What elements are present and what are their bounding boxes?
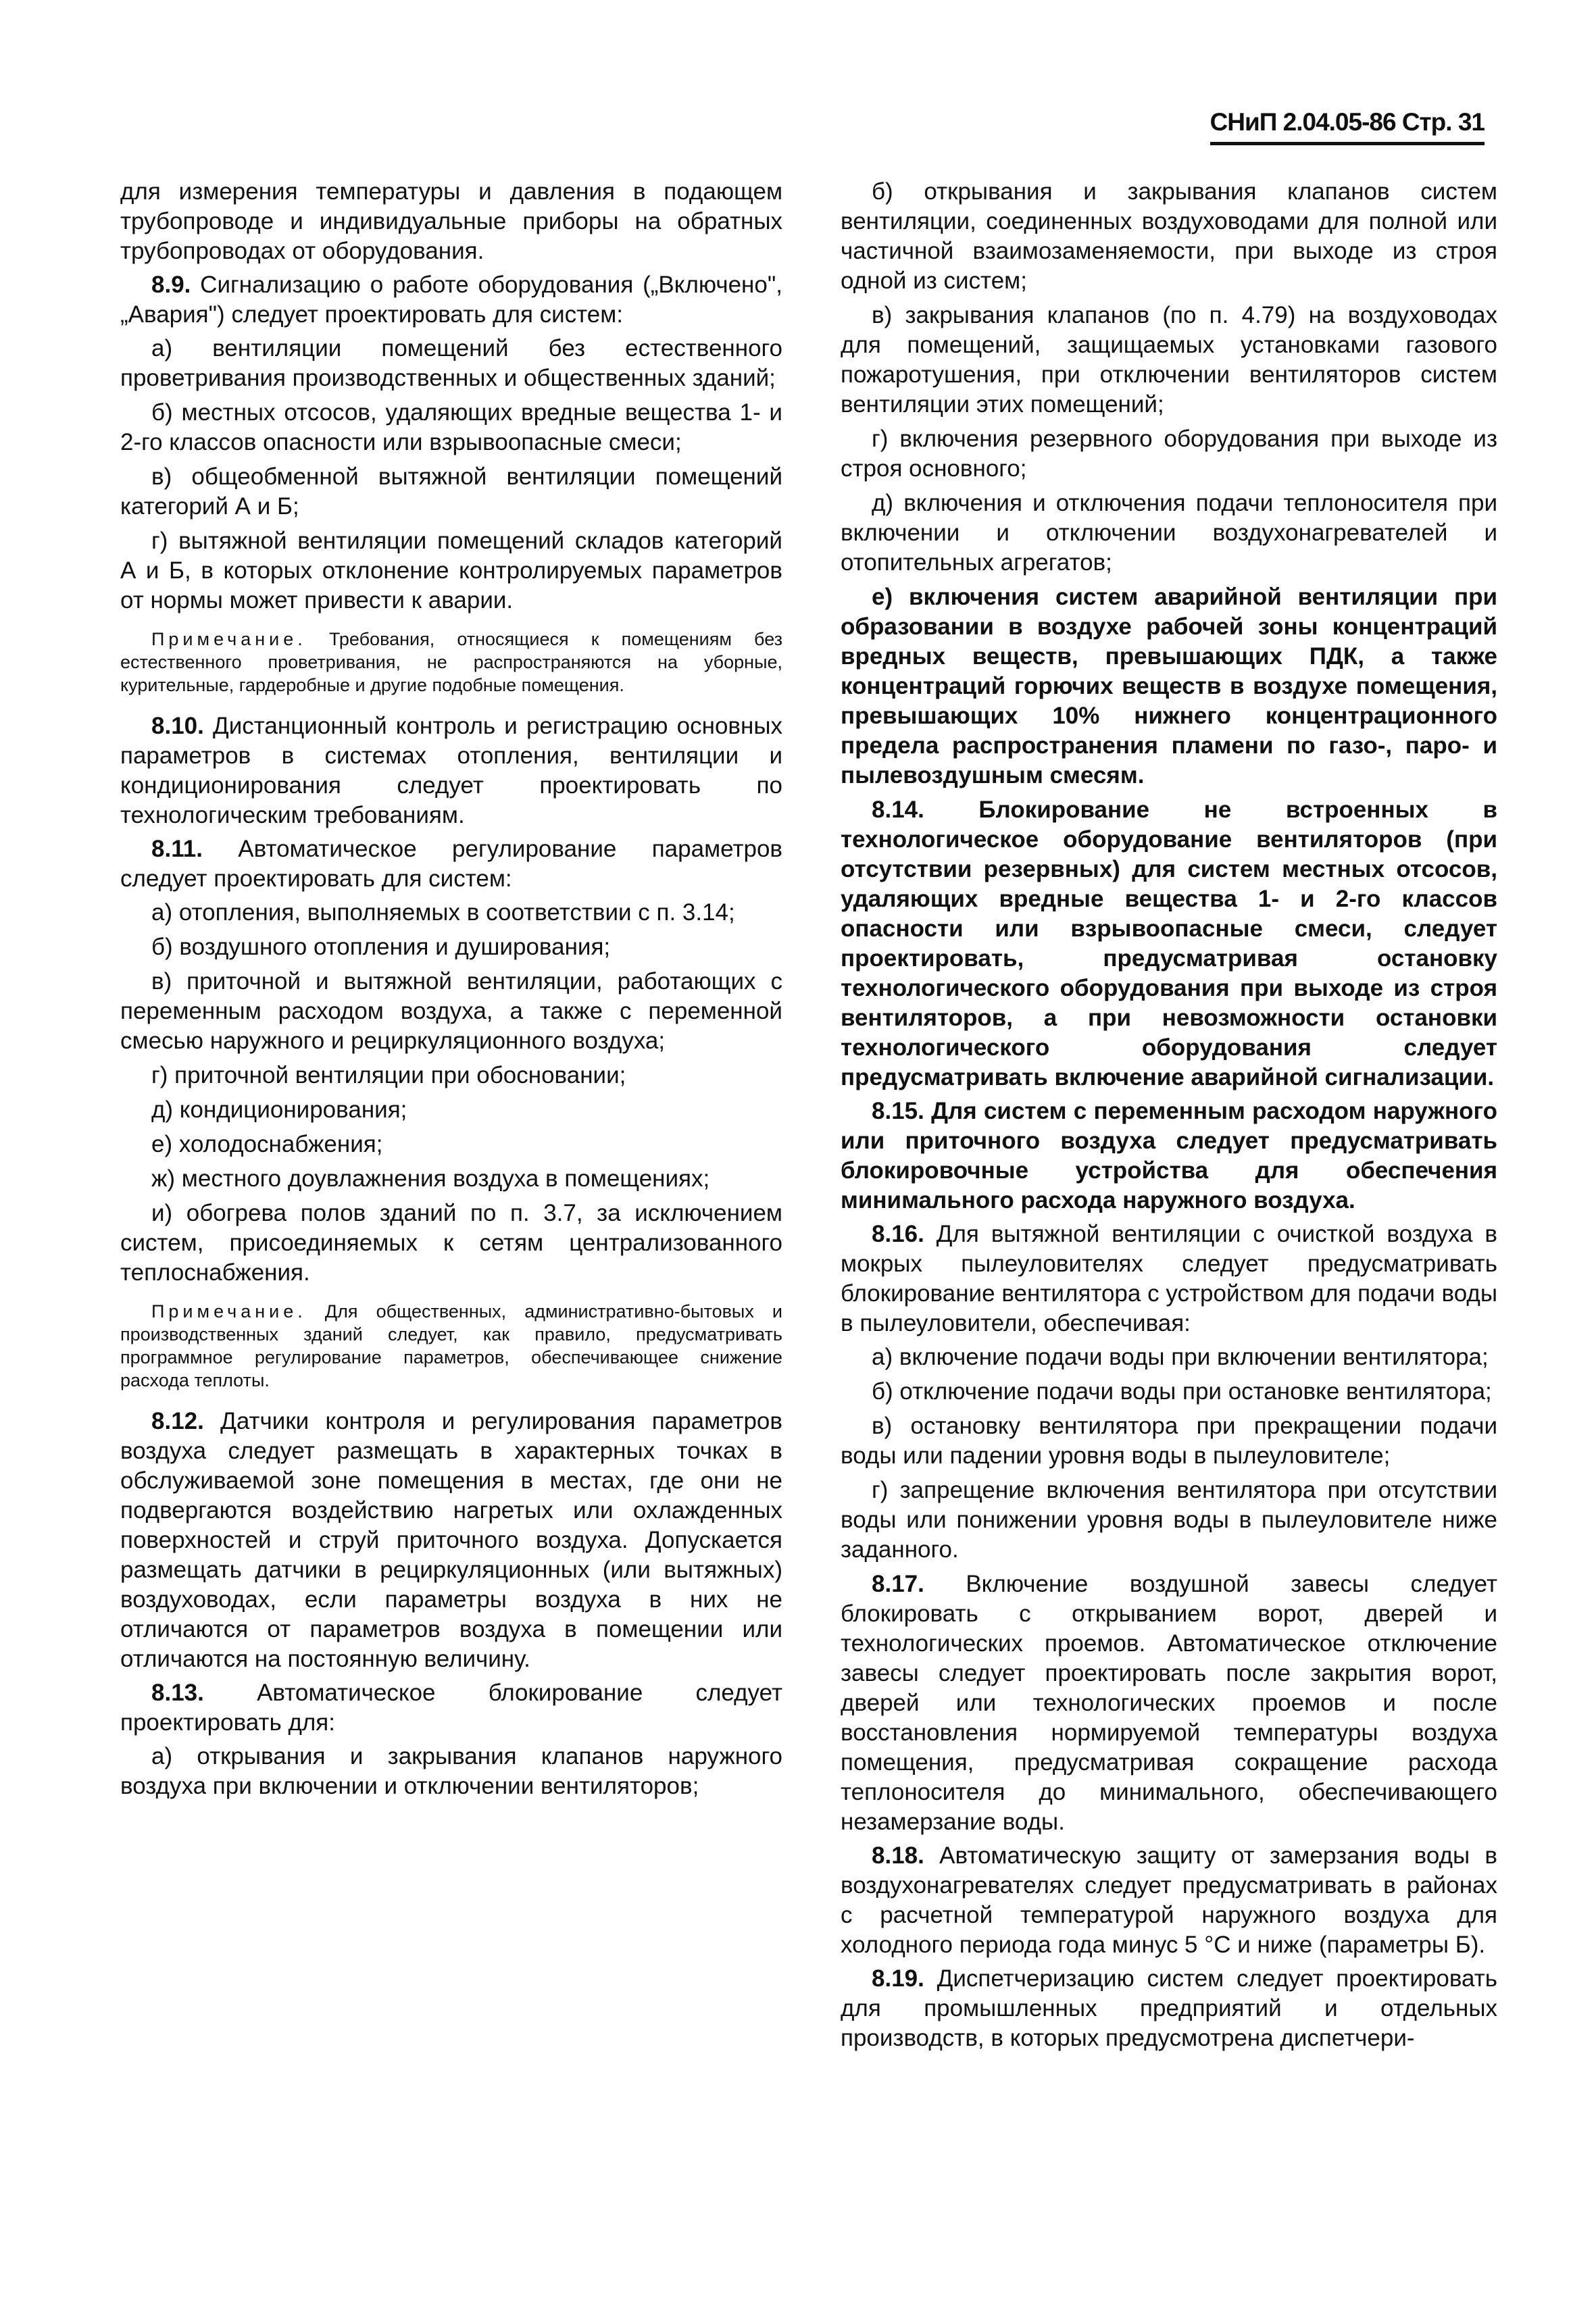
list-item: е) холодоснабжения; xyxy=(151,1131,383,1157)
note-text: Для общественных, административно-бытовых и производственных зданий следует, как правило, предусматривать программное регулирование параметров, обеспечивающее снижение расхода теплоты. xyxy=(120,1301,782,1390)
clause-8-16 xyxy=(841,1219,1497,1338)
clause-number: 8.13. xyxy=(151,1680,204,1706)
clause-number: 8.9. xyxy=(151,272,191,298)
list-item: а) отопления, выполняемых в соответствии с п. 3.14; xyxy=(151,899,735,926)
clause-text: Автоматическую защиту от замерзания воды в воздухонагревателях следует предусматривать в районах с расчетной температурой наружного воздуха для холодного периода года минус 5 °С и ниже (параметры Б). xyxy=(841,1842,1497,1958)
clause-number: 8.11. xyxy=(151,836,203,862)
list-item: и) обогрева полов зданий по п. 3.7, за исключением систем, присоединяемых к сетям централизованного теплоснабжения. xyxy=(120,1200,782,1286)
list-item: ж) местного доувлажнения воздуха в помещениях; xyxy=(151,1165,710,1192)
clause-number: 8.19. xyxy=(872,1965,924,1992)
clause-8-18 xyxy=(841,1841,1497,1960)
clause-8-11 xyxy=(120,834,782,894)
clause-8-17 xyxy=(841,1569,1497,1837)
clause-8-13 xyxy=(120,1678,782,1738)
list-item: а) открывания и закрывания клапанов наружного воздуха при включении и отключении вентиляторов; xyxy=(120,1743,782,1799)
list-item: а) вентиляции помещений без естественного проветривания производственных и общественных зданий; xyxy=(120,335,782,391)
note-text: Требования, относящиеся к помещениям без естественного проветривания, не распространяются на уборные, курительные, гардеробные и другие подобные помещения. xyxy=(120,629,782,695)
clause-number: 8.15. xyxy=(872,1098,924,1124)
clause-number: 8.18. xyxy=(872,1842,924,1869)
list-item: г) вытяжной вентиляции помещений складов категорий А и Б, в которых отклонение контролируемых параметров от нормы может привести к аварии. xyxy=(120,528,782,613)
clause-8-14 xyxy=(841,795,1497,1092)
clause-text: Включение воздушной завесы следует блокировать с открыванием ворот, дверей и технологических проемов. Автоматическое отключение завесы следует проектировать после закрытия ворот, дверей или технологических проемов и после восстановления нормируемой температуры воздуха помещения, предусматривая сокращение расхода теплоносителя до минимального, обеспечивающего незамерзание воды. xyxy=(841,1571,1497,1835)
clause-text: Автоматическое блокирование следует проектировать для: xyxy=(120,1680,782,1736)
list-item: б) отключение подачи воды при остановке вентилятора; xyxy=(872,1378,1492,1405)
list-item: б) местных отсосов, удаляющих вредные вещества 1- и 2-го классов опасности или взрывоопасные смеси; xyxy=(120,399,782,455)
clause-text: Для систем с переменным расходом наружного или приточного воздуха следует предусматривать блокировочные устройства для обеспечения минимального расхода наружного воздуха. xyxy=(841,1098,1497,1213)
right-column xyxy=(841,177,1497,2057)
list-item: г) включения резервного оборудования при выходе из строя основного; xyxy=(841,426,1497,482)
left-column xyxy=(120,177,782,1806)
clause-8-10 xyxy=(120,711,782,830)
clause-text: Для вытяжной вентиляции с очисткой воздуха в мокрых пылеуловителях следует предусматривать блокирование вентилятора с устройством для подачи воды в пылеуловители, обеспечивая: xyxy=(841,1221,1497,1336)
clause-8-19 xyxy=(841,1964,1497,2053)
clause-text: Блокирование не встроенных в технологическое оборудование вентиляторов (при отсутствии резервных) для систем местных отсосов, удаляющих вредные вещества 1- и 2-го классов опасности или взрывоопасные смеси, следует проектировать, предусматривая остановку технологического оборудования при выходе из строя вентиляторов, а при невозможности остановки технологического оборудования следует предусматривать включение аварийной сигнализации. xyxy=(841,797,1497,1090)
clause-text: Автоматическое регулирование параметров следует проектировать для систем: xyxy=(120,836,782,892)
list-item: г) приточной вентиляции при обосновании; xyxy=(151,1062,626,1088)
clause-number: 8.14. xyxy=(872,797,924,823)
list-item: б) воздушного отопления и душирования; xyxy=(151,934,611,960)
list-item: в) остановку вентилятора при прекращении подачи воды или падении уровня воды в пылеуловителе; xyxy=(841,1413,1497,1469)
intro-paragraph: для измерения температуры и давления в подающем трубопроводе и индивидуальные приборы на обратных трубопроводах от оборудования. xyxy=(120,178,782,264)
list-item: а) включение подачи воды при включении вентилятора; xyxy=(872,1344,1489,1370)
list-item: в) приточной и вытяжной вентиляции, работающих с переменным расходом воздуха, а также с переменной смесью наружного и рециркуляционного воздуха; xyxy=(120,968,782,1054)
clause-number: 8.10. xyxy=(151,713,204,739)
note-8-9 xyxy=(120,628,782,697)
clause-number: 8.17. xyxy=(872,1571,924,1597)
clause-8-12 xyxy=(120,1407,782,1674)
clause-number: 8.16. xyxy=(872,1221,924,1247)
clause-8-15 xyxy=(841,1097,1497,1215)
list-item: б) открывания и закрывания клапанов систем вентиляции, соединенных воздуховодами для полной или частичной взаимозаменяемости, при выходе из строя одной из систем; xyxy=(841,178,1497,294)
list-item: д) включения и отключения подачи теплоносителя при включении и отключении воздухонагревателей и отопительных агрегатов; xyxy=(841,490,1497,576)
clause-8-9 xyxy=(120,270,782,330)
page-header: СНиП 2.04.05-86 Стр. 31 xyxy=(1210,108,1485,145)
list-item: д) кондиционирования; xyxy=(151,1097,407,1123)
note-label: Примечание. xyxy=(151,629,307,649)
list-item: г) запрещение включения вентилятора при отсутствии воды или понижении уровня воды в пылеуловителе ниже заданного. xyxy=(841,1477,1497,1563)
list-item: в) общеобменной вытяжной вентиляции помещений категорий А и Б; xyxy=(120,463,782,520)
clause-text: Датчики контроля и регулирования параметров воздуха следует размещать в характерных точках в обслуживаемой зоне помещения в местах, где они не подвергаются воздействию нагретых или охлажденных поверхностей и струй приточного воздуха. Допускается размещать датчики в рециркуляционных (или вытяжных) воздуховодах, если параметры воздуха в них не отличаются от параметров воздуха в помещении или отличаются на постоянную величину. xyxy=(120,1408,782,1672)
list-item: в) закрывания клапанов (по п. 4.79) на воздуховодах для помещений, защищаемых установками газового пожаротушения, при отключении вентиляторов систем вентиляции этих помещений; xyxy=(841,302,1497,418)
list-item: е) включения систем аварийной вентиляции при образовании в воздухе рабочей зоны концентраций вредных веществ, превышающих ПДК, а также концентраций горючих веществ в воздухе помещения, превышающих 10% нижнего концентрационного предела распространения пламени по газо-, паро- и пылевоздушным смесям. xyxy=(841,584,1497,788)
clause-text: Сигнализацию о работе оборудования („Включено", „Авария") следует проектировать для систем: xyxy=(120,272,782,328)
note-8-11 xyxy=(120,1300,782,1392)
clause-number: 8.12. xyxy=(151,1408,204,1434)
note-label: Примечание. xyxy=(151,1301,307,1322)
clause-text: Дистанционный контроль и регистрацию основных параметров в системах отопления, вентиляции и кондиционирования следует проектировать по технологическим требованиям. xyxy=(120,713,782,828)
clause-text: Диспетчеризацию систем следует проектировать для промышленных предприятий и отдельных производств, в которых предусмотрена диспетчери- xyxy=(841,1965,1497,2051)
